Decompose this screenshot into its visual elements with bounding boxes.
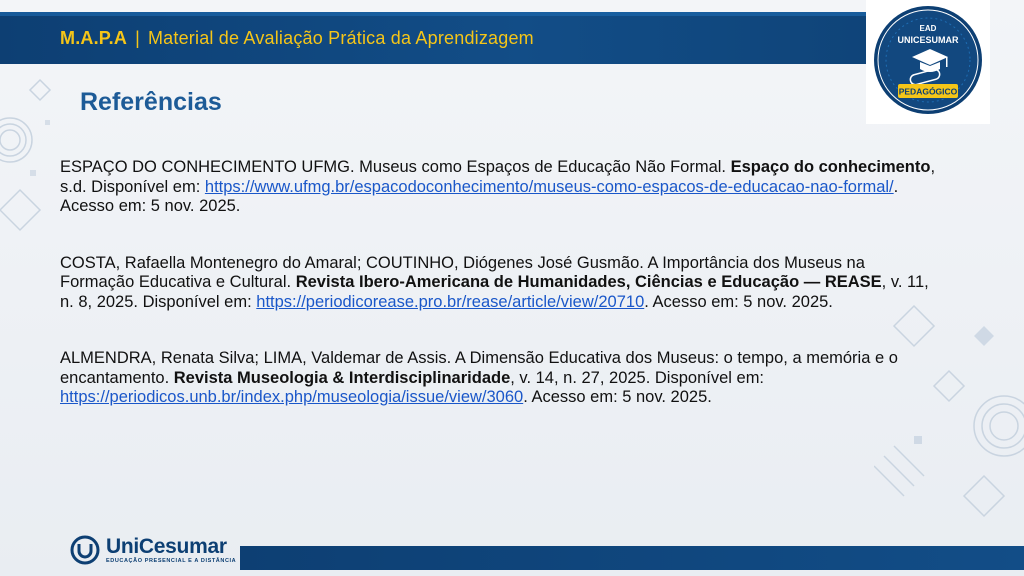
footer-bar [240, 546, 1024, 570]
header-stripe [0, 12, 868, 16]
reference-details: , v. 11, n. 8, 2025. Disponível em: [60, 273, 929, 311]
reference-item [60, 349, 940, 408]
reference-details: , v. 14, n. 27, 2025. Disponível em: [510, 368, 765, 387]
logo-subtitle: EDUCAÇÃO PRESENCIAL E A DISTÂNCIA [106, 558, 237, 564]
badge-line1: EAD [919, 24, 937, 33]
header-brand: M.A.P.A [60, 27, 128, 48]
ead-badge [866, 0, 990, 124]
header-bar [0, 12, 868, 64]
reference-text: ALMENDRA, Renata Silva; LIMA, Valdemar de Assis. A Dimensão Educativa dos Museus: o tempo, a memória e o encantamento. [60, 349, 898, 387]
reference-access: . Acesso em: 5 nov. 2025. [644, 292, 833, 311]
reference-item [60, 158, 940, 217]
reference-source: Revista Museologia & Interdisciplinaridade [173, 368, 511, 387]
reference-access: . Acesso em: 5 nov. 2025. [523, 388, 712, 406]
reference-text: COSTA, Rafaella Montenegro do Amaral; COUTINHO, Diógenes José Gusmão. A Importância dos Museus na Formação Educativa e Cultural. [60, 253, 865, 291]
reference-source: Revista Ibero-Americana de Humanidades, Ciências e Educação — REASE [295, 273, 882, 291]
unicesumar-logo [70, 535, 236, 565]
header-text [60, 28, 534, 49]
references-list [60, 158, 940, 445]
reference-text: ESPAÇO DO CONHECIMENTO UFMG. Museus como Espaços de Educação Não Formal. [60, 158, 731, 176]
reference-link[interactable]: https://periodicos.unb.br/index.php/museologia/issue/view/3060 [60, 388, 524, 406]
header-subtitle: Material de Avaliação Prática da Aprendizagem [147, 27, 534, 48]
reference-details: , s.d. Disponível em: [60, 158, 936, 196]
reference-source: Espaço do conhecimento [730, 158, 931, 176]
badge-emblem [868, 2, 988, 122]
badge-line2: UNICESUMAR [897, 35, 959, 45]
header-separator: | [135, 27, 140, 48]
reference-link[interactable]: https://periodicorease.pro.br/rease/article/view/20710 [256, 292, 645, 311]
reference-item [60, 254, 940, 313]
reference-access: . Acesso em: 5 nov. 2025. [60, 177, 899, 215]
page-title: Referências [80, 88, 222, 116]
badge-ribbon: PEDAGÓGICO [898, 86, 958, 97]
unicesumar-logo-icon [70, 535, 100, 565]
logo-name: UniCesumar [106, 535, 227, 558]
reference-link[interactable]: https://www.ufmg.br/espacodoconhecimento/museus-como-espacos-de-educacao-nao-formal/ [204, 177, 894, 196]
